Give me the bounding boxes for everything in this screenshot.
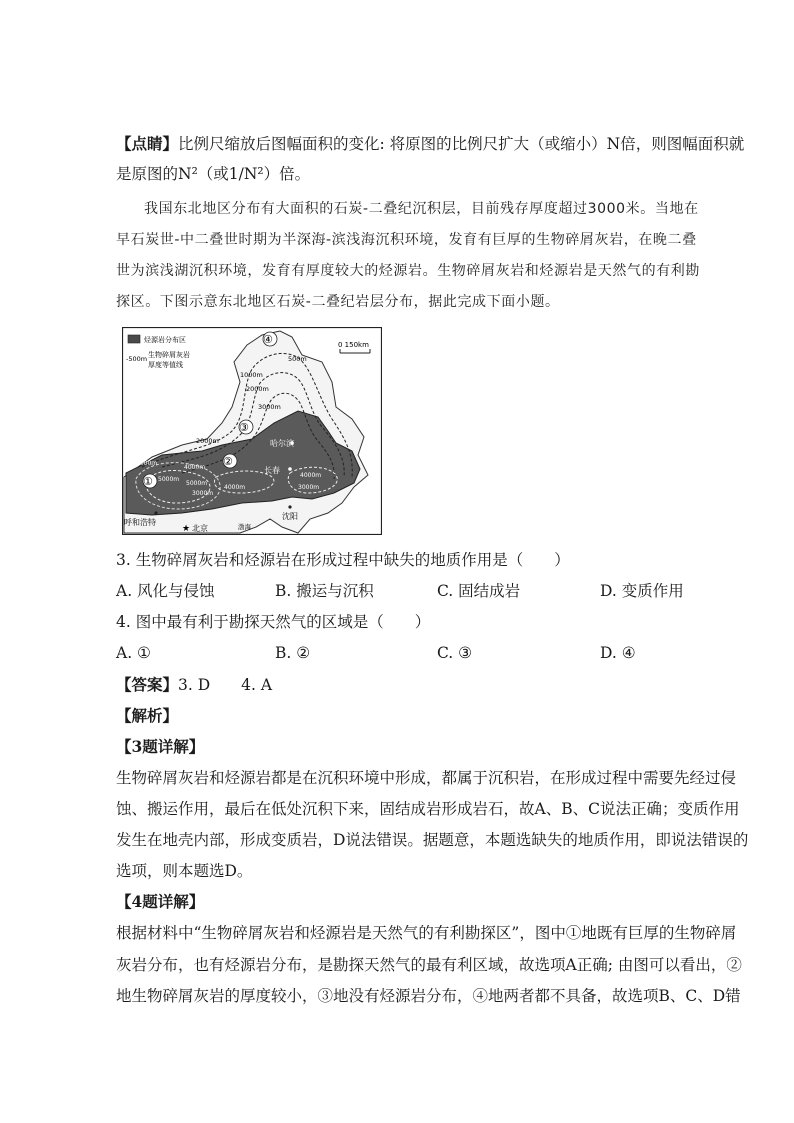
hohhot-dot <box>154 511 157 514</box>
q3-option-d: D. 变质作用 <box>600 582 684 600</box>
contour-label-5000: 5000m <box>158 476 180 483</box>
answer-text: 3. D 4. A <box>178 676 273 694</box>
legend-contour-label-1: 生物碎屑灰岩 <box>148 351 190 359</box>
material-passage <box>116 194 700 318</box>
legend-contour-label-2: 厚度等值线 <box>148 361 183 369</box>
q3-option-a: A. 风化与侵蚀 <box>116 582 215 600</box>
question-3-stem: 3. 生物碎屑灰岩和烃源岩在形成过程中缺失的地质作用是（ ） <box>116 551 570 569</box>
contour-label-5000-b: 5000m <box>186 480 208 487</box>
legend-source-label: 烃源岩分布区 <box>144 336 186 344</box>
detail-3-line-1: 生物碎屑灰岩和烃源岩都是在沉积环境中形成，都属于沉积岩，在形成过程中需要先经过侵 <box>116 769 737 787</box>
point-text-1: 比例尺缩放后图幅面积的变化: 将原图的比例尺扩大（或缩小）N倍，则图幅面积就 <box>178 135 745 153</box>
detail-3-line-4: 选项，则本题选D。 <box>116 862 253 880</box>
detail-3-line-2: 蚀、搬运作用，最后在低处沉积下来，固结成岩形成岩石，故A、B、C说法正确；变质作用 <box>116 800 740 818</box>
contour-label-4000-a: 4000m <box>184 464 206 471</box>
detail-4-line-1: 根据材料中“生物碎屑灰岩和烃源岩是天然气的有利勘探区”，图中①地既有巨厚的生物碎屑 <box>116 924 737 942</box>
detail-3-line-3: 发生在地壳内部，形成变质岩，D说法错误。据题意，本题选缺失的地质作用，即说法错误的 <box>116 831 749 849</box>
point-tag: 【点睛】 <box>116 134 179 153</box>
legend-source-swatch <box>128 335 140 343</box>
q4-option-d: D. ④ <box>600 644 636 662</box>
contour-label-3000-b: 3000m <box>192 490 214 497</box>
beijing-star-icon: ★ <box>182 524 191 534</box>
answer-tag: 【答案】 <box>116 675 179 694</box>
passage-line-2: 早石炭世-中二叠世时期为半深海-滨浅海沉积环境，发育有巨厚的生物碎屑灰岩，在晚二叠 <box>116 232 697 248</box>
q4-option-a: A. ① <box>116 644 151 662</box>
city-changchun: 长春 <box>264 466 280 475</box>
contour-label-500: 500m <box>288 355 307 363</box>
detail-3-tag: 【3题详解】 <box>116 737 205 756</box>
legend-contour-value: -500m <box>126 355 148 363</box>
shenyang-dot <box>288 505 291 508</box>
detail-4-line-3: 地生物碎屑灰岩的厚度较小，③地没有烃源岩分布，④地两者都不具备，故选项B、C、D错 <box>116 987 741 1005</box>
city-beijing: 北京 <box>192 524 208 533</box>
region-2-label: ② <box>223 455 233 468</box>
detail-4-line-2: 灰岩分布，也有烃源岩分布，是勘探天然气的最有利区域，故选项A正确; 由图可以看出，② <box>116 956 742 974</box>
q4-option-b: B. ② <box>275 644 311 662</box>
passage-line-3: 世为滨浅湖沉积环境，发育有厚度较大的烃源岩。生物碎屑灰岩和烃源岩是天然气的有利勘 <box>116 263 700 279</box>
contour-label-4000-c: 4000m <box>224 484 246 491</box>
point-line-1 <box>116 134 744 154</box>
contour-label-4000-b: 4000m <box>300 472 322 479</box>
city-harbin: 哈尔滨 <box>270 439 294 448</box>
contour-label-1000: 1000m <box>240 371 263 379</box>
detail-4-tag: 【4题详解】 <box>116 892 205 911</box>
city-hohhot: 呼和浩特 <box>124 518 156 527</box>
q3-option-c: C. 固结成岩 <box>437 582 521 600</box>
q3-option-b: B. 搬运与沉积 <box>275 582 374 600</box>
answer-line <box>116 675 272 695</box>
sea-bohai: 渤海 <box>238 523 251 531</box>
passage-line-1: 我国东北地区分布有大面积的石炭-二叠纪沉积层，目前残存厚度超过3000米。当地在 <box>144 201 699 217</box>
analysis-tag: 【解析】 <box>116 706 179 725</box>
region-4-label: ④ <box>263 333 273 346</box>
contour-label-2000-west: 2000m <box>196 437 219 445</box>
contour-label-2000: 2000m <box>246 385 269 393</box>
region-1-label: ① <box>143 475 153 488</box>
contour-label-3000-a: 3000m <box>136 460 158 467</box>
city-shenyang: 沈阳 <box>282 512 298 521</box>
question-4-stem: 4. 图中最有利于勘探天然气的区域是（ ） <box>116 613 431 631</box>
changchun-dot <box>288 467 292 471</box>
northeast-strata-map <box>122 327 382 535</box>
scale-label: 0 150km <box>338 341 369 349</box>
contour-label-3000-c: 3000m <box>298 484 320 491</box>
passage-line-4: 探区。下图示意东北地区石炭-二叠纪岩层分布，据此完成下面小题。 <box>116 294 560 310</box>
contour-label-3000: 3000m <box>258 403 281 411</box>
q4-option-c: C. ③ <box>437 644 473 662</box>
map-svg <box>122 327 382 535</box>
point-line-2: 是原图的N²（或1/N²）倍。 <box>116 165 311 183</box>
region-3-label: ③ <box>239 421 249 434</box>
